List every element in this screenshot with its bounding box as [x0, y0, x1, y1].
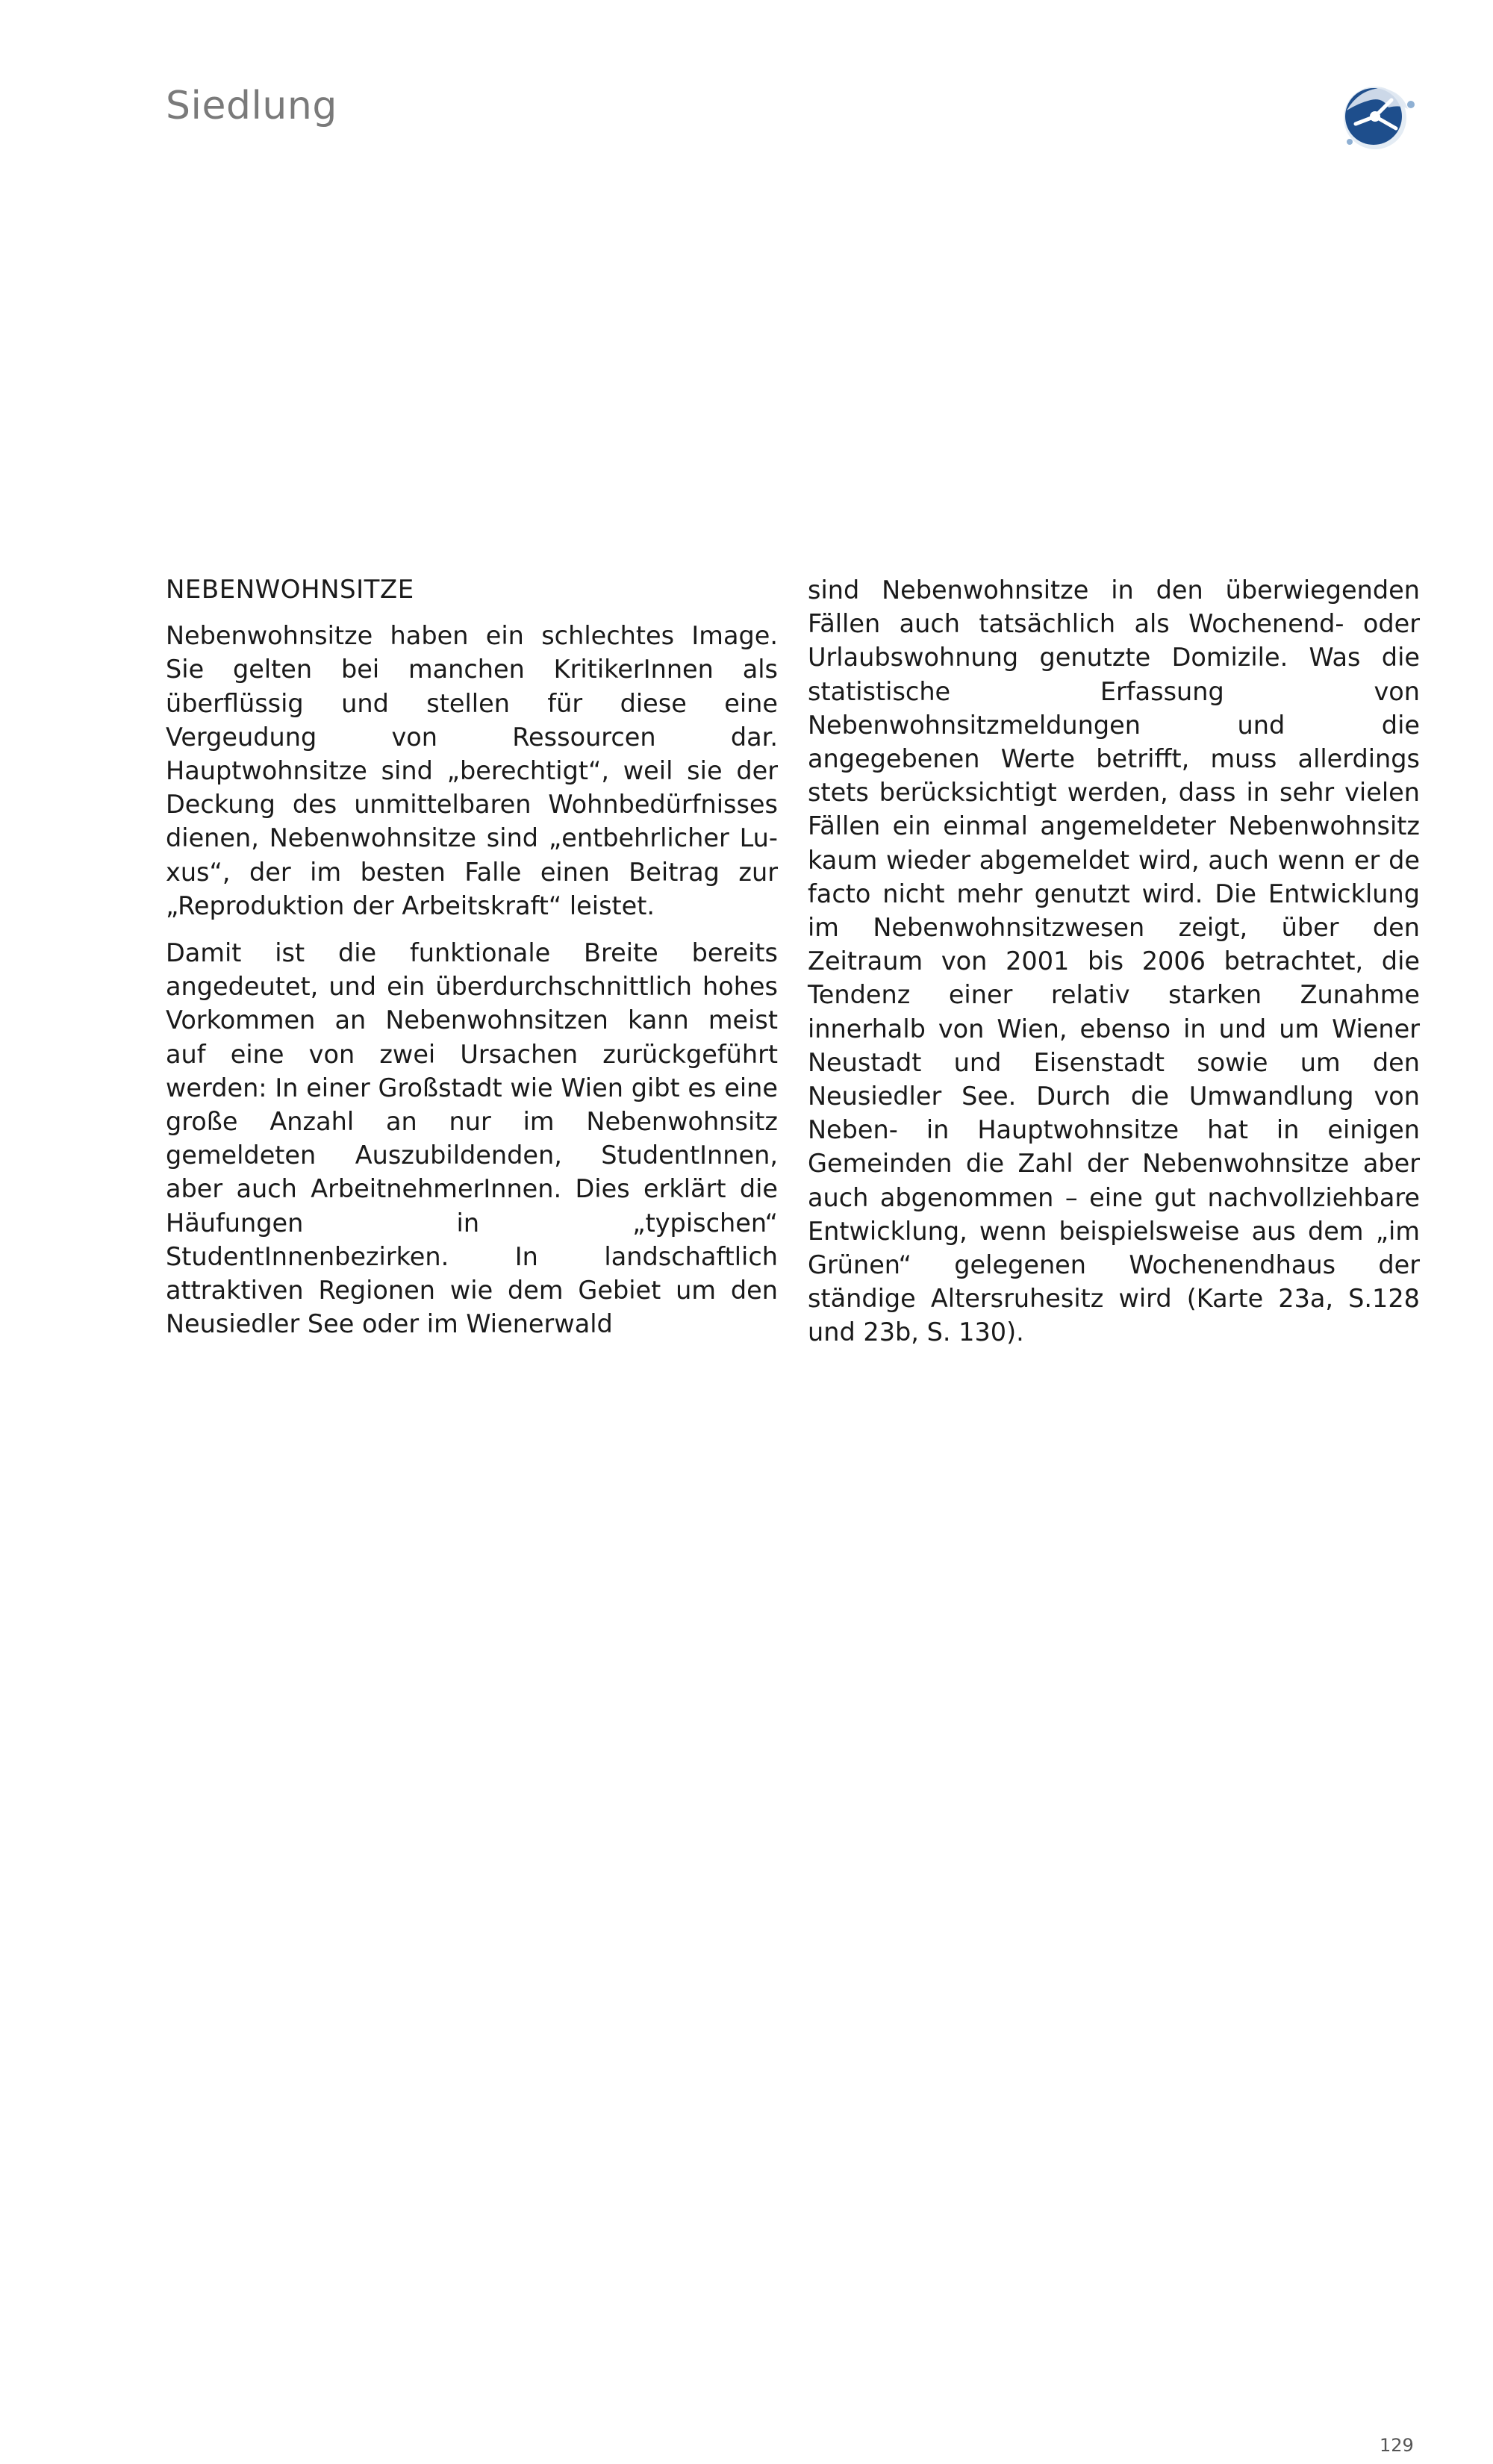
paragraph-2: Damit ist die funktionale Breite bereits angedeutet, und ein überdurchschnittlich hohes Vorkommen an Nebenwohnsitzen kann meist auf eine von zwei Ursachen zurückgeführt werden: In einer Großstadt wie Wien gibt es eine große Anzahl an nur im Nebenwohnsitz gemeldeten Auszubildenden, StudentInnen, aber auch ArbeitnehmerInnen. Dies erklärt die Häufungen in „typischen“ StudentInnenbezirken. In landschaftlich attraktiven Regionen wie dem Gebiet um den Neusiedler See oder im Wienerwald	[166, 938, 778, 1339]
article-heading: NEBENWOHNSITZE	[166, 575, 414, 605]
paragraph-3: sind Nebenwohnsitze in den überwiegenden Fällen auch tatsächlich als Wochenend- oder Urlaubswohnung genutzte Domizile. Was die statistische Erfassung von Nebenwohnsitzmeldungen und die angegebenen Werte betrifft, muss allerdings stets berücksichtigt werden, dass in sehr vielen Fällen ein einmal angemeldeter Nebenwohnsitz kaum wieder abgemeldet wird, auch wenn er de facto nicht mehr genutzt wird. Die Entwicklung im Nebenwohnsitzwesen zeigt, über den Zeitraum von 2001 bis 2006 betrachtet, die Tendenz einer relativ starken Zunahme innerhalb von Wien, ebenso in und um Wiener Neustadt und Eisenstadt sowie um den Neusiedler See. Durch die Umwandlung von Neben- in Hauptwohnsitze hat in einigen Gemeinden die Zahl der Nebenwohnsitze aber auch abgenommen – eine gut nachvollziehbare Entwicklung, wenn beispielsweise aus dem „im Grünen“ gelegenen Wochenendhaus der ständige Altersruhesitz wird (Karte 23a, S.128 und 23b, S. 130).	[808, 576, 1420, 1347]
circular-emblem-icon	[1336, 75, 1418, 157]
text-column-left	[166, 573, 778, 1354]
page-number: 129	[1380, 2435, 1414, 2456]
emblem-graphic	[1336, 75, 1418, 157]
text-column-right	[808, 573, 1420, 1363]
section-title: Siedlung	[166, 84, 337, 128]
paragraph-1: Nebenwohnsitze haben ein schlechtes Image. Sie gelten bei manchen KritikerInnen als überflüssig und stellen für diese eine Vergeudung von Ressourcen dar. Hauptwohnsitze sind „berechtigt“, weil sie der Deckung des unmittelbaren Wohnbedürfnisses dienen, Nebenwohnsitze sind „entbehrlicher Luxus“, der im besten Falle einen Beitrag zur „Reproduktion der Arbeitskraft“ leistet.	[166, 621, 778, 920]
